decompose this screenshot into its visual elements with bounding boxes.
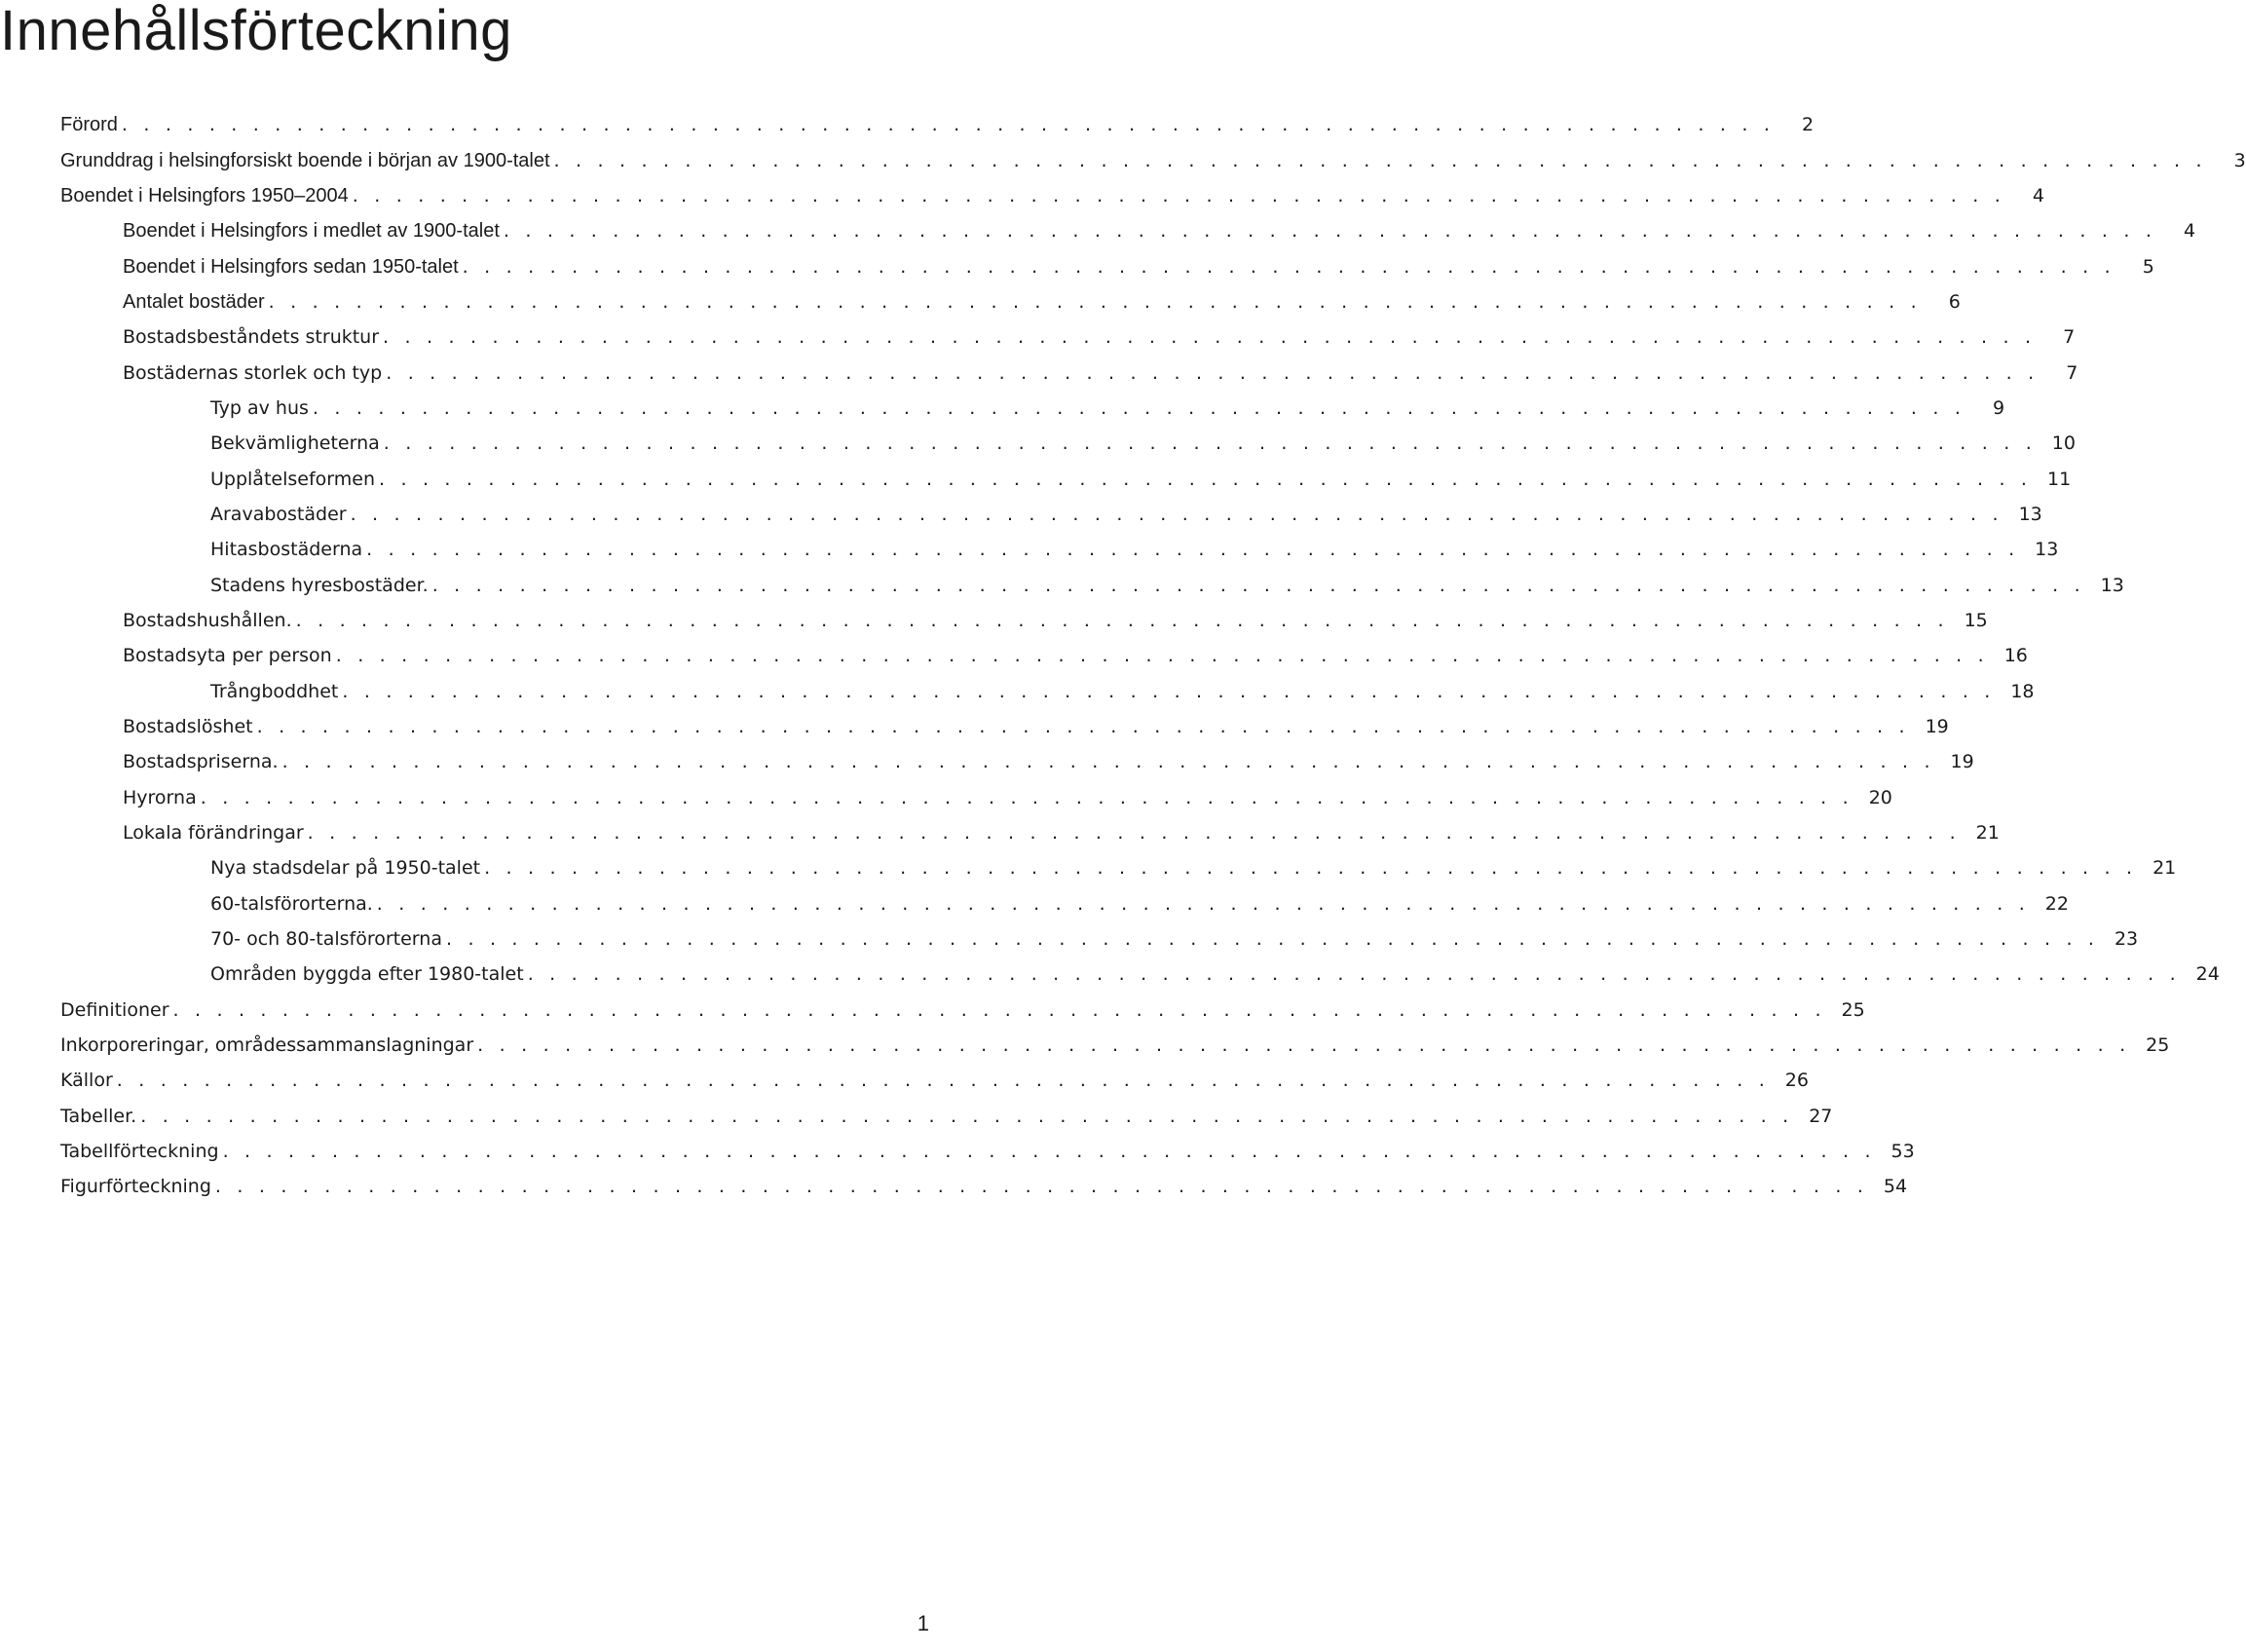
toc-dot-leader: . . . . . . . . . . . . . . . . . . . . . . . . . . . . . . . . . . . . . . . . . . . . . . . . . . . . . . . . . . . . . . . . . . . . . . . . . . . . — [383, 326, 2037, 349]
toc-entry-label: Bostadspriserna. — [123, 751, 279, 773]
toc-dot-leader: . . . . . . . . . . . . . . . . . . . . . . . . . . . . . . . . . . . . . . . . . . . . . . . . . . . . . . . . . . . . . . . . . . . . . . . . . . . . — [342, 680, 1996, 702]
toc-dot-leader: . . . . . . . . . . . . . . . . . . . . . . . . . . . . . . . . . . . . . . . . . . . . . . . . . . . . . . . . . . . . . . . . . . . . . . . . . . . . — [376, 892, 2030, 915]
toc-entry[interactable] — [0, 391, 2005, 426]
toc-entry-page: 21 — [1975, 822, 2000, 845]
toc-dot-leader: . . . . . . . . . . . . . . . . . . . . . . . . . . . . . . . . . . . . . . . . . . . . . . . . . . . . . . . . . . . . . . . . . . . . . . . . . . . . — [214, 1176, 1869, 1198]
toc-entry-page: 25 — [2146, 1034, 2170, 1057]
toc-entry[interactable] — [0, 319, 2076, 355]
toc-entry[interactable] — [0, 1134, 1915, 1169]
toc-dot-leader: . . . . . . . . . . . . . . . . . . . . . . . . . . . . . . . . . . . . . . . . . . . . . . . . . . . . . . . . . . . . . . . . . . . . . . . . . . . . — [553, 149, 2207, 171]
toc-entry-page: 11 — [2046, 468, 2072, 490]
toc-entry-page: 54 — [1883, 1176, 1908, 1198]
toc-entry-label: Stadens hyresbostäder. — [210, 574, 429, 596]
toc-dot-leader: . . . . . . . . . . . . . . . . . . . . . . . . . . . . . . . . . . . . . . . . . . . . . . . . . . . . . . . . . . . . . . . . . . . . . . . . . . . . — [445, 928, 2100, 951]
toc-entry[interactable] — [0, 709, 1949, 744]
toc-entry-page: 20 — [1868, 786, 1892, 808]
toc-entry[interactable] — [0, 142, 2246, 177]
toc-entry-label: Definitioner — [60, 998, 169, 1021]
toc-entry-label: 60-talsförorterna. — [210, 892, 373, 915]
toc-entry[interactable] — [0, 603, 1988, 638]
toc-entry-label: Hyrorna — [123, 786, 197, 808]
toc-entry[interactable] — [0, 107, 1815, 142]
toc-entry-label: Tabeller. — [60, 1105, 137, 1127]
toc-entry[interactable] — [0, 886, 2069, 921]
toc-entry-page: 7 — [2066, 361, 2078, 384]
toc-entry-label: Typ av hus — [210, 396, 309, 419]
toc-entry-page: 15 — [1964, 609, 1988, 631]
toc-entry-page: 21 — [2152, 857, 2177, 880]
toc-entry-label: Aravabostäder — [210, 503, 347, 525]
toc-entry-label: Inkorporeringar, områdessammanslagningar — [60, 1034, 474, 1057]
toc-dot-leader: . . . . . . . . . . . . . . . . . . . . . . . . . . . . . . . . . . . . . . . . . . . . . . . . . . . . . . . . . . . . . . . . . . . . . . . . . . . . — [386, 361, 2040, 384]
toc-entry-label: Boendet i Helsingfors sedan 1950-talet — [123, 255, 459, 278]
toc-dot-leader: . . . . . . . . . . . . . . . . . . . . . . . . . . . . . . . . . . . . . . . . . . . . . . . . . . . . . . . . . . . . . . . . . . . . . . . . . . . . — [350, 503, 2003, 525]
toc-entry[interactable] — [0, 638, 2028, 673]
toc-entry-page: 18 — [2010, 680, 2035, 702]
toc-entry-page: 5 — [2142, 255, 2154, 278]
toc-entry[interactable] — [0, 744, 1974, 779]
toc-dot-leader: . . . . . . . . . . . . . . . . . . . . . . . . . . . . . . . . . . . . . . . . . . . . . . . . . . . . . . . . . . . . . . . . . . . . . . . . . . . . — [477, 1034, 2131, 1057]
toc-entry-label: Tabellförteckning — [60, 1141, 219, 1163]
table-of-contents — [0, 107, 2246, 1205]
toc-dot-leader: . . . . . . . . . . . . . . . . . . . . . . . . . . . . . . . . . . . . . . . . . . . . . . . . . . . . . . . . . . . . . . . . . . . . . . . . . . . . — [335, 645, 1989, 667]
toc-entry-page: 24 — [2195, 963, 2220, 986]
toc-entry[interactable] — [0, 426, 2076, 461]
toc-entry-page: 16 — [2003, 645, 2028, 667]
toc-entry[interactable] — [0, 850, 2177, 885]
toc-entry-page: 19 — [1925, 716, 1949, 738]
toc-entry[interactable] — [0, 497, 2042, 532]
toc-entry-label: Bostädernas storlek och typ — [123, 361, 383, 384]
toc-entry[interactable] — [0, 213, 2196, 248]
toc-entry-page: 23 — [2114, 928, 2139, 951]
toc-entry-page: 4 — [2032, 184, 2044, 206]
toc-entry[interactable] — [0, 355, 2078, 390]
toc-entry-page: 7 — [2063, 326, 2076, 349]
toc-entry-label: Förord — [60, 114, 118, 136]
toc-entry-label: Bostadsbeståndets struktur — [123, 326, 380, 349]
toc-entry-page: 25 — [1841, 998, 1865, 1021]
toc-entry-label: Boendet i Helsingfors i medlet av 1900-talet — [123, 220, 500, 243]
toc-entry[interactable] — [0, 567, 2124, 602]
toc-entry[interactable] — [0, 284, 1961, 319]
toc-dot-leader: . . . . . . . . . . . . . . . . . . . . . . . . . . . . . . . . . . . . . . . . . . . . . . . . . . . . . . . . . . . . . . . . . . . . . . . . . . . . — [379, 468, 2033, 490]
toc-dot-leader: . . . . . . . . . . . . . . . . . . . . . . . . . . . . . . . . . . . . . . . . . . . . . . . . . . . . . . . . . . . . . . . . . . . . . . . . . . . . — [256, 716, 1910, 738]
toc-dot-leader: . . . . . . . . . . . . . . . . . . . . . . . . . . . . . . . . . . . . . . . . . . . . . . . . . . . . . . . . . . . . . . . . . . . . . . . . . . . . — [383, 432, 2037, 455]
toc-entry-page: 53 — [1890, 1141, 1915, 1163]
toc-entry[interactable] — [0, 532, 2059, 567]
toc-entry-label: 70- och 80-talsförorterna — [210, 928, 442, 951]
page-number: 1 — [917, 1611, 929, 1635]
toc-entry-label: Boendet i Helsingfors 1950–2004 — [60, 184, 349, 206]
toc-entry-label: Lokala förändringar — [123, 822, 304, 845]
toc-entry[interactable] — [0, 957, 2220, 992]
toc-entry[interactable] — [0, 921, 2139, 957]
toc-dot-leader: . . . . . . . . . . . . . . . . . . . . . . . . . . . . . . . . . . . . . . . . . . . . . . . . . . . . . . . . . . . . . . . . . . . . . . . . . . . . — [462, 255, 2115, 278]
toc-entry-page: 26 — [1784, 1070, 1809, 1092]
toc-entry-page: 13 — [2018, 503, 2042, 525]
toc-entry[interactable] — [0, 461, 2072, 496]
toc-dot-leader: . . . . . . . . . . . . . . . . . . . . . . . . . . . . . . . . . . . . . . . . . . . . . . . . . . . . . . . . . . . . . . . . . . . . . . . . . . . . — [527, 963, 2181, 986]
toc-entry[interactable] — [0, 993, 1865, 1028]
toc-entry-label: Figurförteckning — [60, 1176, 211, 1198]
toc-entry-page: 10 — [2051, 432, 2076, 455]
toc-dot-leader: . . . . . . . . . . . . . . . . . . . . . . . . . . . . . . . . . . . . . . . . . . . . . . . . . . . . . . . . . . . . . . . . . . . . . . . . . . . . — [484, 857, 2138, 880]
toc-entry[interactable] — [0, 674, 2035, 709]
toc-dot-leader: . . . . . . . . . . . . . . . . . . . . . . . . . . . . . . . . . . . . . . . . . . . . . . . . . . . . . . . . . . . . . . . . . . . . . . . . . . . . — [431, 574, 2085, 596]
toc-entry-page: 3 — [2233, 149, 2246, 171]
toc-entry[interactable] — [0, 815, 2000, 850]
toc-dot-leader: . . . . . . . . . . . . . . . . . . . . . . . . . . . . . . . . . . . . . . . . . . . . . . . . . . . . . . . . . . . . . . . . . . . . . . . . . . . . — [172, 998, 1826, 1021]
toc-entry-page: 13 — [2100, 574, 2124, 596]
toc-entry-label: Bostadsyta per person — [123, 645, 332, 667]
toc-dot-leader: . . . . . . . . . . . . . . . . . . . . . . . . . . . . . . . . . . . . . . . . . . . . . . . . . . . . . . . . . . . . . . . . . . . . . . . . . . . . — [140, 1105, 1794, 1127]
toc-dot-leader: . . . . . . . . . . . . . . . . . . . . . . . . . . . . . . . . . . . . . . . . . . . . . . . . . . . . . . . . . . . . . . . . . . . . . . . . . . . . — [295, 609, 1949, 631]
toc-dot-leader: . . . . . . . . . . . . . . . . . . . . . . . . . . . . . . . . . . . . . . . . . . . . . . . . . . . . . . . . . . . . . . . . . . . . . . . . . . . . — [503, 220, 2157, 243]
toc-entry-label: Grunddrag i helsingforsiskt boende i början av 1900-talet — [60, 149, 550, 171]
toc-dot-leader: . . . . . . . . . . . . . . . . . . . . . . . . . . . . . . . . . . . . . . . . . . . . . . . . . . . . . . . . . . . . . . . . . . . . . . . . . . . . — [307, 822, 1961, 845]
toc-entry-page: 27 — [1809, 1105, 1833, 1127]
toc-entry-label: Antalet bostäder — [123, 290, 265, 313]
toc-entry[interactable] — [0, 1028, 2170, 1063]
toc-entry-label: Bostadslöshet — [123, 716, 253, 738]
toc-dot-leader: . . . . . . . . . . . . . . . . . . . . . . . . . . . . . . . . . . . . . . . . . . . . . . . . . . . . . . . . . . . . . . . . . . . . . . . . . . . . — [281, 751, 1935, 773]
page-title: Innehållsförteckning — [0, 0, 512, 62]
toc-dot-leader: . . . . . . . . . . . . . . . . . . . . . . . . . . . . . . . . . . . . . . . . . . . . . . . . . . . . . . . . . . . . . . . . . . . . . . . . . . . . — [312, 396, 1966, 419]
toc-entry-label: Områden byggda efter 1980-talet — [210, 963, 524, 986]
toc-entry-label: Bostadshushållen. — [123, 609, 292, 631]
toc-entry-label: Bekvämligheterna — [210, 432, 380, 455]
toc-entry-page: 13 — [2035, 539, 2059, 561]
toc-entry[interactable] — [0, 1063, 1809, 1098]
toc-entry-label: Trångboddhet — [210, 680, 339, 702]
toc-entry-label: Upplåtelseformen — [210, 468, 375, 490]
toc-entry-label: Nya stadsdelar på 1950-talet — [210, 857, 481, 880]
toc-entry-page: 4 — [2183, 220, 2196, 243]
toc-entry-page: 2 — [1801, 114, 1815, 136]
toc-entry[interactable] — [0, 248, 2154, 283]
toc-entry-page: 19 — [1950, 751, 1974, 773]
toc-entry-page: 6 — [1948, 290, 1961, 313]
toc-dot-leader: . . . . . . . . . . . . . . . . . . . . . . . . . . . . . . . . . . . . . . . . . . . . . . . . . . . . . . . . . . . . . . . . . . . . . . . . . . . . — [222, 1141, 1876, 1163]
toc-dot-leader: . . . . . . . . . . . . . . . . . . . . . . . . . . . . . . . . . . . . . . . . . . . . . . . . . . . . . . . . . . . . . . . . . . . . . . . . . . . . — [268, 290, 1922, 313]
toc-entry-label: Hitasbostäderna — [210, 539, 363, 561]
toc-entry[interactable] — [0, 1169, 1908, 1204]
toc-dot-leader: . . . . . . . . . . . . . . . . . . . . . . . . . . . . . . . . . . . . . . . . . . . . . . . . . . . . . . . . . . . . . . . . . . . . . . . . . . . . — [366, 539, 2020, 561]
toc-dot-leader: . . . . . . . . . . . . . . . . . . . . . . . . . . . . . . . . . . . . . . . . . . . . . . . . . . . . . . . . . . . . . . . . . . . . . . . . . . . . — [121, 114, 1776, 136]
toc-entry-label: Källor — [60, 1070, 113, 1092]
toc-entry-page: 9 — [1992, 396, 2005, 419]
toc-dot-leader: . . . . . . . . . . . . . . . . . . . . . . . . . . . . . . . . . . . . . . . . . . . . . . . . . . . . . . . . . . . . . . . . . . . . . . . . . . . . — [116, 1070, 1770, 1092]
toc-dot-leader: . . . . . . . . . . . . . . . . . . . . . . . . . . . . . . . . . . . . . . . . . . . . . . . . . . . . . . . . . . . . . . . . . . . . . . . . . . . . — [352, 184, 2005, 206]
toc-entry[interactable] — [0, 780, 1892, 815]
toc-entry[interactable] — [0, 1099, 1833, 1134]
toc-dot-leader: . . . . . . . . . . . . . . . . . . . . . . . . . . . . . . . . . . . . . . . . . . . . . . . . . . . . . . . . . . . . . . . . . . . . . . . . . . . . — [200, 786, 1853, 808]
toc-entry-page: 22 — [2044, 892, 2069, 915]
toc-entry[interactable] — [0, 178, 2044, 213]
